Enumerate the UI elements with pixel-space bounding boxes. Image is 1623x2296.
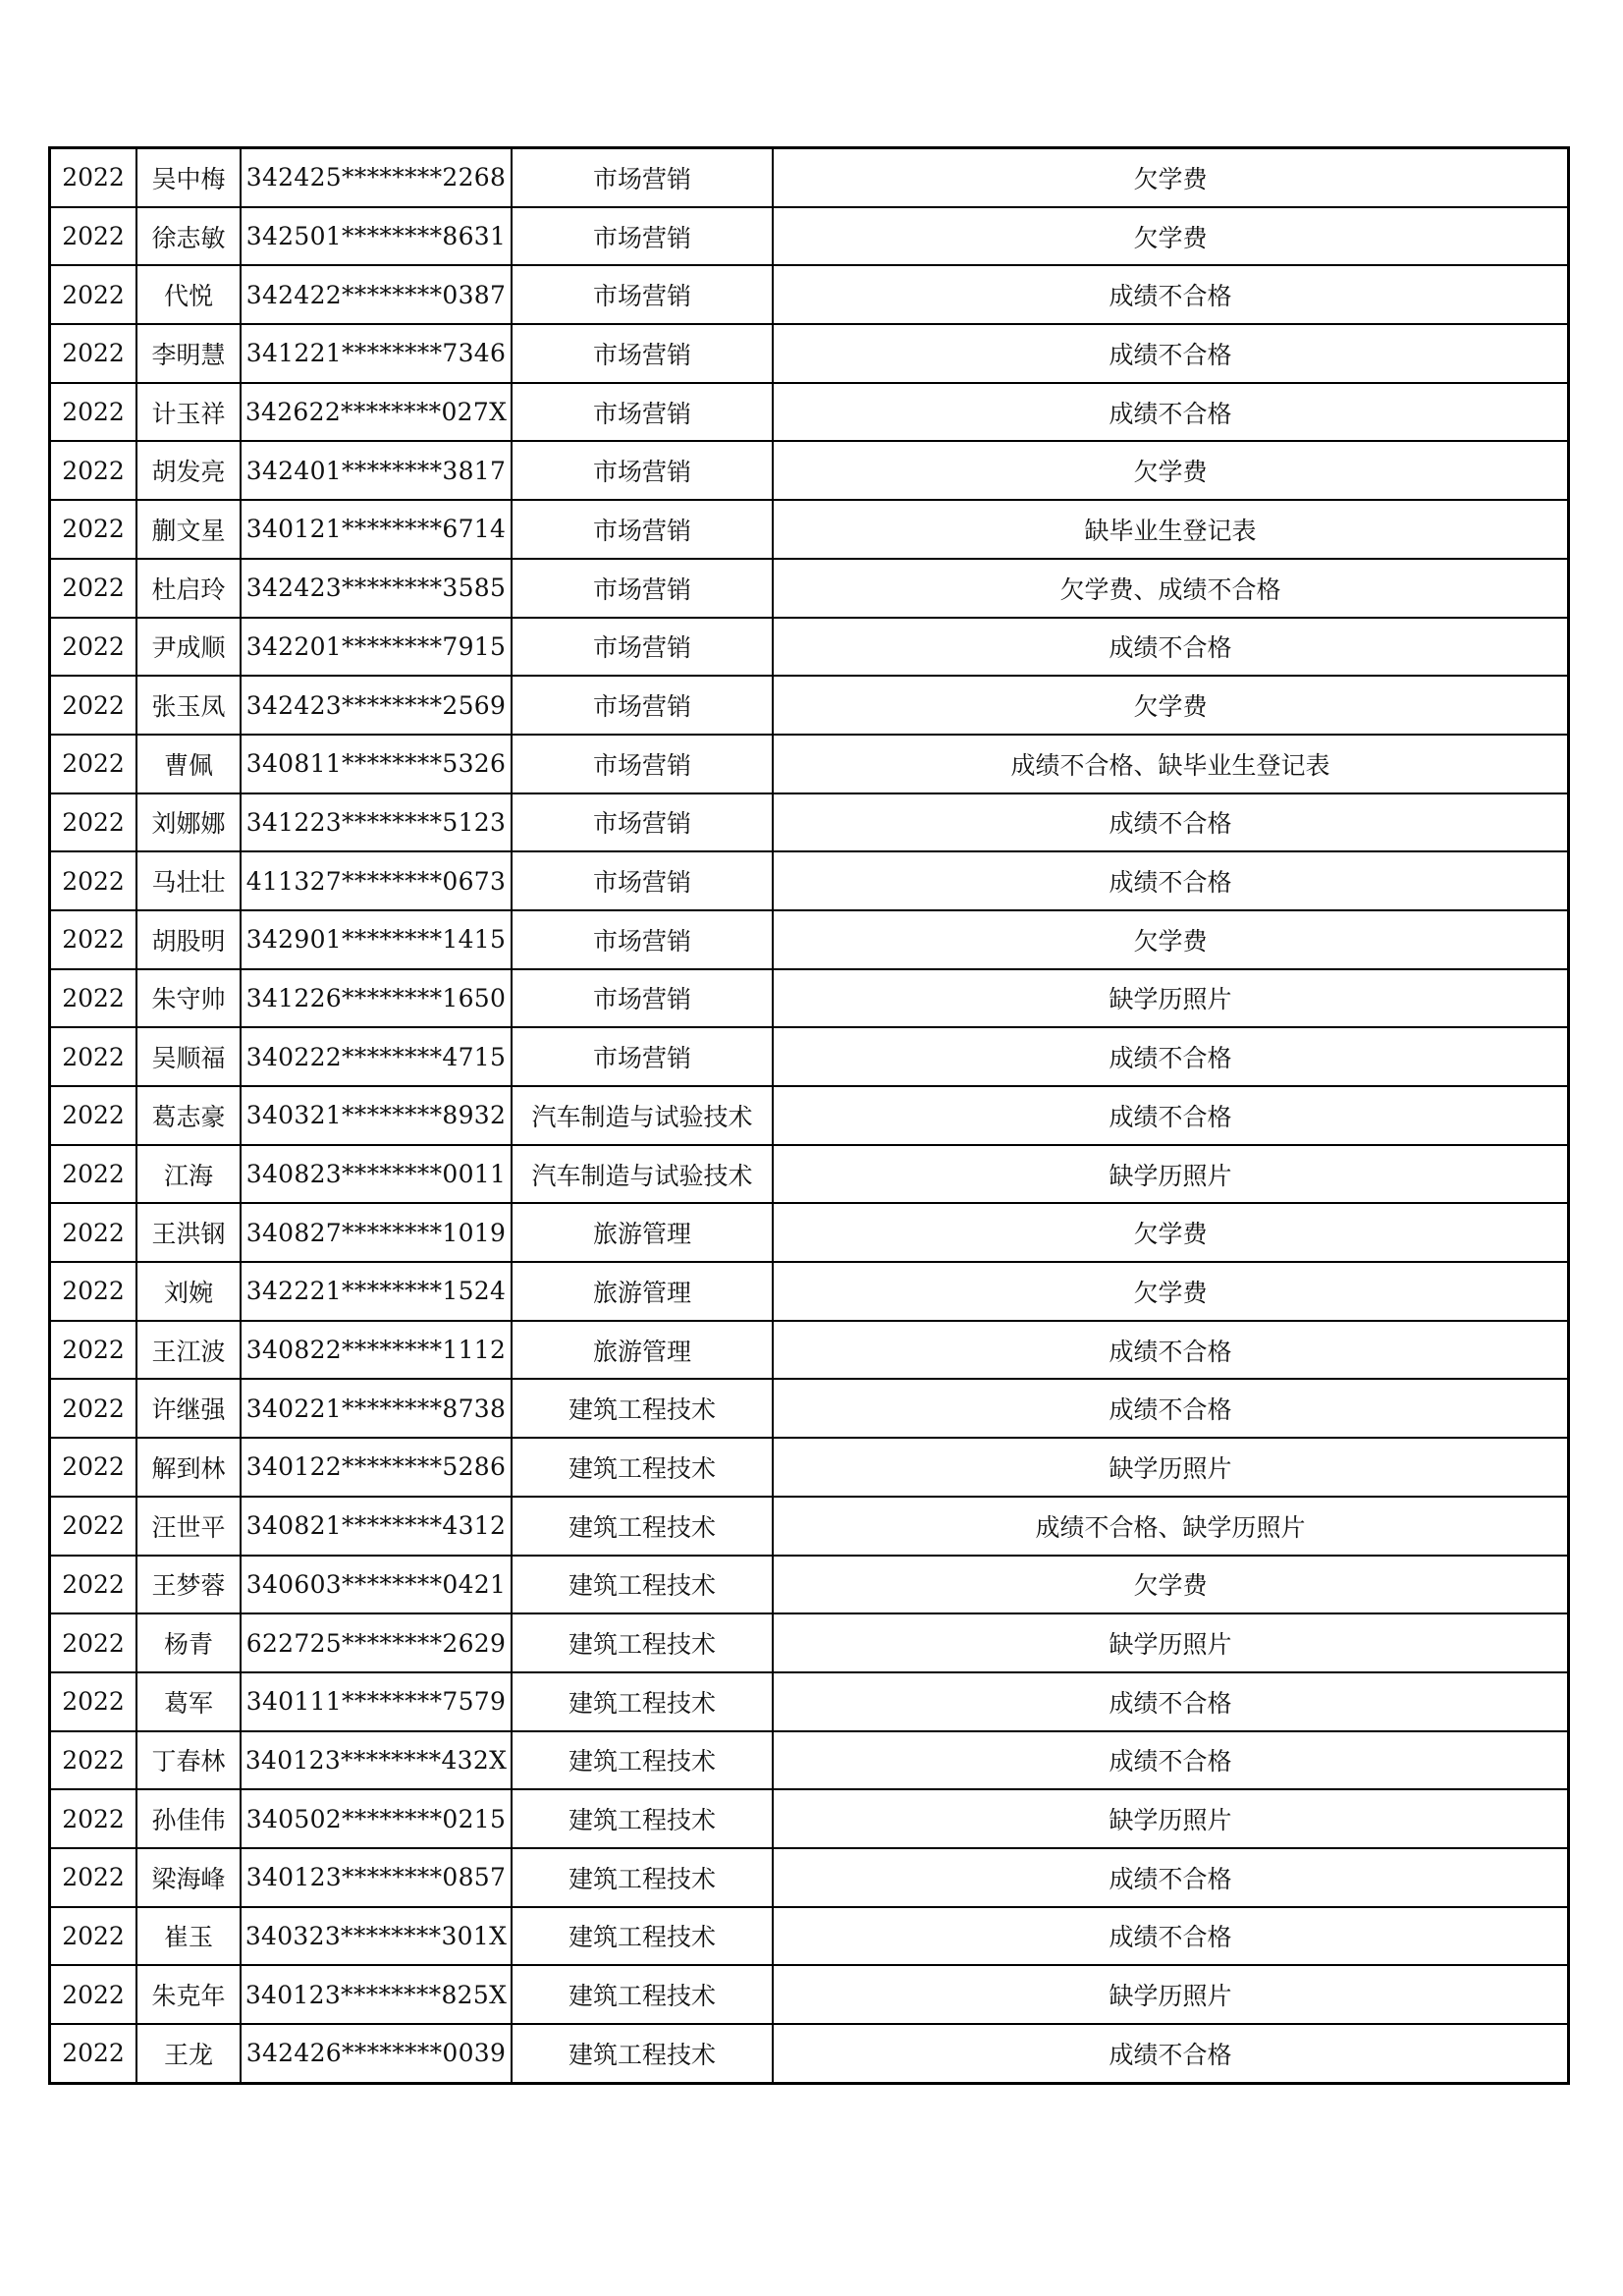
reason-cell: 成绩不合格 xyxy=(773,1672,1569,1731)
name-cell: 王梦蓉 xyxy=(136,1556,241,1614)
year-cell: 2022 xyxy=(50,559,137,618)
id-number-cell: 342422********0387 xyxy=(241,265,512,324)
year-cell: 2022 xyxy=(50,1086,137,1145)
id-number-cell: 342622********027X xyxy=(241,383,512,442)
reason-cell: 成绩不合格 xyxy=(773,793,1569,852)
major-cell: 市场营销 xyxy=(512,148,773,207)
id-number-cell: 340323********301X xyxy=(241,1907,512,1966)
year-cell: 2022 xyxy=(50,1789,137,1848)
name-cell: 计玉祥 xyxy=(136,383,241,442)
id-number-cell: 341226********1650 xyxy=(241,969,512,1028)
major-cell: 市场营销 xyxy=(512,207,773,266)
id-number-cell: 342425********2268 xyxy=(241,148,512,207)
table-row xyxy=(50,1086,1569,1145)
id-number-cell: 340821********4312 xyxy=(241,1497,512,1556)
id-number-cell: 340321********8932 xyxy=(241,1086,512,1145)
reason-cell: 欠学费、成绩不合格 xyxy=(773,559,1569,618)
year-cell: 2022 xyxy=(50,1203,137,1262)
id-number-cell: 340827********1019 xyxy=(241,1203,512,1262)
table-row xyxy=(50,676,1569,735)
year-cell: 2022 xyxy=(50,500,137,559)
id-number-cell: 411327********0673 xyxy=(241,851,512,910)
reason-cell: 缺学历照片 xyxy=(773,1438,1569,1497)
reason-cell: 缺毕业生登记表 xyxy=(773,500,1569,559)
name-cell: 张玉凤 xyxy=(136,676,241,735)
year-cell: 2022 xyxy=(50,793,137,852)
major-cell: 建筑工程技术 xyxy=(512,1848,773,1907)
id-number-cell: 340123********432X xyxy=(241,1731,512,1790)
id-number-cell: 342423********3585 xyxy=(241,559,512,618)
id-number-cell: 340221********8738 xyxy=(241,1379,512,1438)
reason-cell: 欠学费 xyxy=(773,676,1569,735)
id-number-cell: 342901********1415 xyxy=(241,910,512,969)
reason-cell: 成绩不合格 xyxy=(773,383,1569,442)
table-row xyxy=(50,1497,1569,1556)
major-cell: 市场营销 xyxy=(512,793,773,852)
table-row xyxy=(50,1262,1569,1321)
major-cell: 旅游管理 xyxy=(512,1262,773,1321)
major-cell: 市场营销 xyxy=(512,265,773,324)
year-cell: 2022 xyxy=(50,1438,137,1497)
year-cell: 2022 xyxy=(50,324,137,383)
major-cell: 建筑工程技术 xyxy=(512,1497,773,1556)
major-cell: 市场营销 xyxy=(512,676,773,735)
table-row xyxy=(50,1321,1569,1380)
major-cell: 市场营销 xyxy=(512,735,773,793)
reason-cell: 成绩不合格 xyxy=(773,1379,1569,1438)
table-row xyxy=(50,1438,1569,1497)
table-row xyxy=(50,441,1569,500)
reason-cell: 成绩不合格 xyxy=(773,1907,1569,1966)
reason-cell: 缺学历照片 xyxy=(773,1789,1569,1848)
name-cell: 崔玉 xyxy=(136,1907,241,1966)
major-cell: 建筑工程技术 xyxy=(512,1907,773,1966)
id-number-cell: 341221********7346 xyxy=(241,324,512,383)
id-number-cell: 340123********825X xyxy=(241,1965,512,2024)
major-cell: 建筑工程技术 xyxy=(512,1672,773,1731)
year-cell: 2022 xyxy=(50,735,137,793)
table-row xyxy=(50,2024,1569,2083)
year-cell: 2022 xyxy=(50,1262,137,1321)
name-cell: 吴中梅 xyxy=(136,148,241,207)
name-cell: 王江波 xyxy=(136,1321,241,1380)
year-cell: 2022 xyxy=(50,383,137,442)
major-cell: 建筑工程技术 xyxy=(512,1789,773,1848)
records-table-body xyxy=(50,148,1569,2084)
id-number-cell: 342221********1524 xyxy=(241,1262,512,1321)
year-cell: 2022 xyxy=(50,1965,137,2024)
year-cell: 2022 xyxy=(50,207,137,266)
reason-cell: 缺学历照片 xyxy=(773,1965,1569,2024)
table-row xyxy=(50,500,1569,559)
year-cell: 2022 xyxy=(50,148,137,207)
id-number-cell: 342501********8631 xyxy=(241,207,512,266)
id-number-cell: 622725********2629 xyxy=(241,1613,512,1672)
name-cell: 朱守帅 xyxy=(136,969,241,1028)
name-cell: 吴顺福 xyxy=(136,1027,241,1086)
major-cell: 建筑工程技术 xyxy=(512,1556,773,1614)
reason-cell: 成绩不合格、缺学历照片 xyxy=(773,1497,1569,1556)
name-cell: 刘娜娜 xyxy=(136,793,241,852)
name-cell: 徐志敏 xyxy=(136,207,241,266)
reason-cell: 欠学费 xyxy=(773,910,1569,969)
major-cell: 市场营销 xyxy=(512,559,773,618)
reason-cell: 欠学费 xyxy=(773,148,1569,207)
table-row xyxy=(50,265,1569,324)
name-cell: 代悦 xyxy=(136,265,241,324)
reason-cell: 成绩不合格 xyxy=(773,324,1569,383)
name-cell: 王龙 xyxy=(136,2024,241,2083)
year-cell: 2022 xyxy=(50,1379,137,1438)
reason-cell: 成绩不合格 xyxy=(773,1027,1569,1086)
name-cell: 江海 xyxy=(136,1145,241,1204)
table-row xyxy=(50,1848,1569,1907)
major-cell: 市场营销 xyxy=(512,910,773,969)
name-cell: 胡发亮 xyxy=(136,441,241,500)
table-row xyxy=(50,148,1569,207)
major-cell: 建筑工程技术 xyxy=(512,1731,773,1790)
id-number-cell: 342423********2569 xyxy=(241,676,512,735)
major-cell: 市场营销 xyxy=(512,500,773,559)
year-cell: 2022 xyxy=(50,441,137,500)
student-records-table xyxy=(48,146,1570,2085)
year-cell: 2022 xyxy=(50,1848,137,1907)
reason-cell: 成绩不合格 xyxy=(773,1731,1569,1790)
reason-cell: 缺学历照片 xyxy=(773,1145,1569,1204)
major-cell: 市场营销 xyxy=(512,618,773,677)
major-cell: 旅游管理 xyxy=(512,1203,773,1262)
table-row xyxy=(50,735,1569,793)
name-cell: 杨青 xyxy=(136,1613,241,1672)
id-number-cell: 340811********5326 xyxy=(241,735,512,793)
reason-cell: 欠学费 xyxy=(773,1556,1569,1614)
name-cell: 李明慧 xyxy=(136,324,241,383)
table-row xyxy=(50,1556,1569,1614)
id-number-cell: 340822********1112 xyxy=(241,1321,512,1380)
reason-cell: 缺学历照片 xyxy=(773,1613,1569,1672)
name-cell: 孙佳伟 xyxy=(136,1789,241,1848)
year-cell: 2022 xyxy=(50,851,137,910)
table-row xyxy=(50,1965,1569,2024)
name-cell: 胡股明 xyxy=(136,910,241,969)
major-cell: 建筑工程技术 xyxy=(512,1379,773,1438)
major-cell: 市场营销 xyxy=(512,851,773,910)
year-cell: 2022 xyxy=(50,1321,137,1380)
id-number-cell: 342426********0039 xyxy=(241,2024,512,2083)
name-cell: 马壮壮 xyxy=(136,851,241,910)
year-cell: 2022 xyxy=(50,1731,137,1790)
year-cell: 2022 xyxy=(50,2024,137,2083)
reason-cell: 缺学历照片 xyxy=(773,969,1569,1028)
year-cell: 2022 xyxy=(50,1027,137,1086)
name-cell: 许继强 xyxy=(136,1379,241,1438)
id-number-cell: 342401********3817 xyxy=(241,441,512,500)
table-row xyxy=(50,1145,1569,1204)
id-number-cell: 340823********0011 xyxy=(241,1145,512,1204)
name-cell: 葛志豪 xyxy=(136,1086,241,1145)
major-cell: 旅游管理 xyxy=(512,1321,773,1380)
reason-cell: 成绩不合格 xyxy=(773,851,1569,910)
year-cell: 2022 xyxy=(50,1672,137,1731)
reason-cell: 成绩不合格 xyxy=(773,265,1569,324)
table-row xyxy=(50,1379,1569,1438)
year-cell: 2022 xyxy=(50,265,137,324)
name-cell: 尹成顺 xyxy=(136,618,241,677)
year-cell: 2022 xyxy=(50,1145,137,1204)
year-cell: 2022 xyxy=(50,1497,137,1556)
year-cell: 2022 xyxy=(50,910,137,969)
major-cell: 建筑工程技术 xyxy=(512,1613,773,1672)
reason-cell: 成绩不合格 xyxy=(773,1848,1569,1907)
table-row xyxy=(50,1203,1569,1262)
name-cell: 蒯文星 xyxy=(136,500,241,559)
table-row xyxy=(50,793,1569,852)
name-cell: 曹佩 xyxy=(136,735,241,793)
reason-cell: 成绩不合格 xyxy=(773,618,1569,677)
table-row xyxy=(50,324,1569,383)
name-cell: 朱克年 xyxy=(136,1965,241,2024)
id-number-cell: 340122********5286 xyxy=(241,1438,512,1497)
major-cell: 市场营销 xyxy=(512,969,773,1028)
year-cell: 2022 xyxy=(50,1907,137,1966)
major-cell: 建筑工程技术 xyxy=(512,1965,773,2024)
major-cell: 汽车制造与试验技术 xyxy=(512,1145,773,1204)
name-cell: 梁海峰 xyxy=(136,1848,241,1907)
name-cell: 葛军 xyxy=(136,1672,241,1731)
table-row xyxy=(50,1789,1569,1848)
reason-cell: 欠学费 xyxy=(773,1203,1569,1262)
id-number-cell: 340502********0215 xyxy=(241,1789,512,1848)
id-number-cell: 340222********4715 xyxy=(241,1027,512,1086)
table-row xyxy=(50,559,1569,618)
table-row xyxy=(50,1613,1569,1672)
major-cell: 市场营销 xyxy=(512,441,773,500)
reason-cell: 成绩不合格 xyxy=(773,1321,1569,1380)
reason-cell: 欠学费 xyxy=(773,441,1569,500)
id-number-cell: 340603********0421 xyxy=(241,1556,512,1614)
year-cell: 2022 xyxy=(50,1556,137,1614)
name-cell: 丁春林 xyxy=(136,1731,241,1790)
table-row xyxy=(50,207,1569,266)
major-cell: 市场营销 xyxy=(512,383,773,442)
id-number-cell: 340121********6714 xyxy=(241,500,512,559)
reason-cell: 成绩不合格 xyxy=(773,2024,1569,2083)
year-cell: 2022 xyxy=(50,1613,137,1672)
id-number-cell: 341223********5123 xyxy=(241,793,512,852)
name-cell: 解到林 xyxy=(136,1438,241,1497)
table-row xyxy=(50,383,1569,442)
reason-cell: 欠学费 xyxy=(773,1262,1569,1321)
id-number-cell: 340111********7579 xyxy=(241,1672,512,1731)
table-row xyxy=(50,1027,1569,1086)
name-cell: 刘婉 xyxy=(136,1262,241,1321)
table-row xyxy=(50,1731,1569,1790)
major-cell: 汽车制造与试验技术 xyxy=(512,1086,773,1145)
name-cell: 王洪钢 xyxy=(136,1203,241,1262)
table-row xyxy=(50,618,1569,677)
table-row xyxy=(50,851,1569,910)
table-row xyxy=(50,1672,1569,1731)
id-number-cell: 342201********7915 xyxy=(241,618,512,677)
major-cell: 建筑工程技术 xyxy=(512,2024,773,2083)
major-cell: 建筑工程技术 xyxy=(512,1438,773,1497)
year-cell: 2022 xyxy=(50,969,137,1028)
reason-cell: 成绩不合格、缺毕业生登记表 xyxy=(773,735,1569,793)
table-row xyxy=(50,969,1569,1028)
name-cell: 汪世平 xyxy=(136,1497,241,1556)
table-row xyxy=(50,910,1569,969)
major-cell: 市场营销 xyxy=(512,324,773,383)
year-cell: 2022 xyxy=(50,618,137,677)
table-row xyxy=(50,1907,1569,1966)
id-number-cell: 340123********0857 xyxy=(241,1848,512,1907)
reason-cell: 欠学费 xyxy=(773,207,1569,266)
reason-cell: 成绩不合格 xyxy=(773,1086,1569,1145)
name-cell: 杜启玲 xyxy=(136,559,241,618)
year-cell: 2022 xyxy=(50,676,137,735)
major-cell: 市场营销 xyxy=(512,1027,773,1086)
